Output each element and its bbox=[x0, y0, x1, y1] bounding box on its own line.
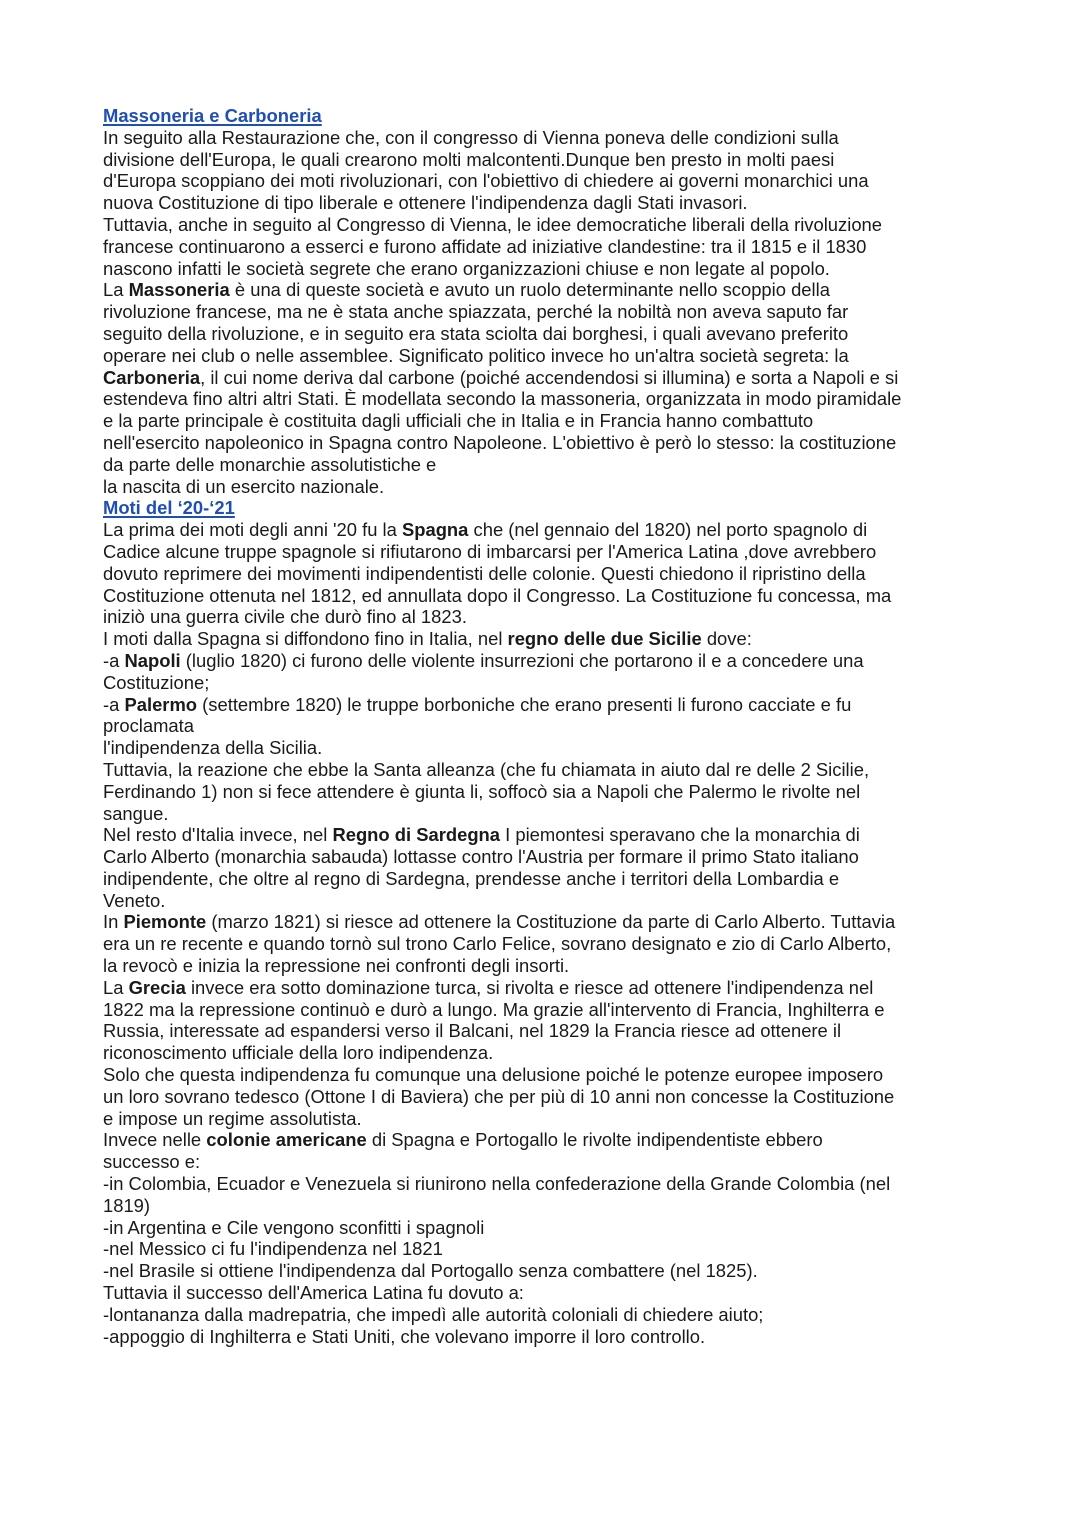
text-run: sangue. bbox=[103, 802, 169, 824]
text-run: nell'esercito napoleonico in Spagna contro Napoleone. L'obiettivo è però lo stesso: la costituzione bbox=[103, 431, 897, 453]
text-run: d'Europa scoppiano dei moti rivoluzionari, con l'obiettivo di chiedere ai governi monarchici una bbox=[103, 170, 869, 192]
text-run: divisione dell'Europa, le quali crearono molti malcontenti.Dunque ben presto in molti paesi bbox=[103, 148, 835, 170]
text-line bbox=[103, 868, 983, 890]
text-run: nuova Costituzione di tipo liberale e ottenere l'indipendenza dagli Stati invasori. bbox=[103, 192, 748, 214]
text-run: Nel resto d'Italia invece, nel bbox=[103, 824, 333, 846]
text-run: nascono infatti le società segrete che erano organizzazioni chiuse e non legate al popolo. bbox=[103, 257, 830, 279]
text-run: In bbox=[103, 911, 124, 933]
text-run: era un re recente e quando tornò sul trono Carlo Felice, sovrano designato e zio di Carlo Alberto, bbox=[103, 933, 892, 955]
text-line bbox=[103, 388, 983, 410]
text-run: -a bbox=[103, 649, 125, 671]
text-run: che (nel gennaio del 1820) nel porto spagnolo di bbox=[468, 519, 868, 541]
text-run: riconoscimento ufficiale della loro indipendenza. bbox=[103, 1042, 494, 1064]
text-run: di Spagna e Portogallo le rivolte indipendentiste ebbero bbox=[366, 1129, 823, 1151]
text-line bbox=[103, 279, 983, 301]
text-line bbox=[103, 672, 983, 694]
bold-term: Palermo bbox=[124, 693, 198, 715]
text-run: invece era sotto dominazione turca, si rivolta e riesce ad ottenere l'indipendenza nel bbox=[185, 976, 874, 998]
text-run: -lontananza dalla madrepatria, che impedì alle autorità coloniali di chiedere aiuto; bbox=[103, 1303, 764, 1325]
text-line bbox=[103, 127, 983, 149]
text-run: dove: bbox=[701, 628, 752, 650]
text-line bbox=[103, 345, 983, 367]
text-line bbox=[103, 410, 983, 432]
text-line bbox=[103, 781, 983, 803]
text-line bbox=[103, 236, 983, 258]
text-run: I moti dalla Spagna si diffondono fino in Italia, nel bbox=[103, 628, 508, 650]
text-line bbox=[103, 476, 983, 498]
text-line bbox=[103, 911, 983, 933]
text-run: Veneto. bbox=[103, 889, 166, 911]
text-line bbox=[103, 301, 983, 323]
bold-term: Spagna bbox=[401, 519, 469, 541]
text-line bbox=[103, 1260, 983, 1282]
text-line bbox=[103, 606, 983, 628]
text-run: I piemontesi speravano che la monarchia di bbox=[500, 824, 860, 846]
text-line bbox=[103, 628, 983, 650]
text-run: La bbox=[103, 279, 129, 301]
text-line bbox=[103, 214, 983, 236]
text-run: dovuto reprimere dei movimenti indipendentisti delle colonie. Questi chiedono il ripristino della bbox=[103, 562, 866, 584]
bold-term: colonie americane bbox=[206, 1129, 367, 1151]
text-run: Cadice alcune truppe spagnole si rifiutarono di imbarcarsi per l'America Latina ,dove avrebbero bbox=[103, 540, 877, 562]
text-run: -nel Messico ci fu l'indipendenza nel 1821 bbox=[103, 1238, 443, 1260]
text-run: -a bbox=[103, 693, 125, 715]
text-line bbox=[103, 824, 983, 846]
text-line bbox=[103, 541, 983, 563]
text-line bbox=[103, 933, 983, 955]
text-line bbox=[103, 1151, 983, 1173]
text-run: Carlo Alberto (monarchia sabauda) lottasse contro l'Austria per formare il primo Stato italiano bbox=[103, 846, 859, 868]
text-line bbox=[103, 323, 983, 345]
text-run: -in Colombia, Ecuador e Venezuela si riunirono nella confederazione della Grande Colombia (nel bbox=[103, 1173, 891, 1195]
text-line bbox=[103, 955, 983, 977]
text-run: Solo che questa indipendenza fu comunque una delusione poiché le potenze europee imposero bbox=[103, 1064, 884, 1086]
text-run: (luglio 1820) ci furono delle violente insurrezioni che portarono il e a concedere una bbox=[180, 649, 864, 671]
text-run: Ferdinando 1) non si fece attendere è giunta li, soffocò sia a Napoli che Palermo le rivolte nel bbox=[103, 780, 861, 802]
text-run: è una di queste società e avuto un ruolo determinante nello scoppio della bbox=[229, 279, 830, 301]
text-run: rivoluzione francese, ma ne è stata anche spiazzata, perché la nobiltà non aveva saputo far bbox=[103, 301, 849, 323]
text-line bbox=[103, 1195, 983, 1217]
text-run: seguito della rivoluzione, e in seguito era stata sciolta dai borghesi, i quali avevano preferito bbox=[103, 322, 849, 344]
text-run: Invece nelle bbox=[103, 1129, 207, 1151]
text-run: (marzo 1821) si riesce ad ottenere la Costituzione da parte di Carlo Alberto. Tuttavia bbox=[206, 911, 896, 933]
text-line bbox=[103, 1238, 983, 1260]
text-line bbox=[103, 367, 983, 389]
text-run: -in Argentina e Cile vengono sconfitti i spagnoli bbox=[103, 1216, 485, 1238]
text-run: la revocò e inizia la repressione nei confronti degli insorti. bbox=[103, 955, 570, 977]
text-line bbox=[103, 737, 983, 759]
bold-term: regno delle due Sicilie bbox=[507, 628, 702, 650]
document-page bbox=[103, 105, 983, 1347]
text-run: 1819) bbox=[103, 1194, 151, 1216]
text-line bbox=[103, 1326, 983, 1348]
section-heading[interactable]: Massoneria e Carboneria bbox=[103, 105, 322, 126]
text-line bbox=[103, 258, 983, 280]
section-massoneria bbox=[103, 105, 983, 497]
text-run: estendeva fino altri altri Stati. È modellata secondo la massoneria, organizzata in modo piramidale bbox=[103, 388, 902, 410]
text-line bbox=[103, 1064, 983, 1086]
text-run: proclamata bbox=[103, 715, 194, 737]
text-line bbox=[103, 585, 983, 607]
text-line bbox=[103, 1217, 983, 1239]
text-line bbox=[103, 715, 983, 737]
text-line bbox=[103, 149, 983, 171]
text-run: e impose un regime assolutista. bbox=[103, 1107, 362, 1129]
text-run: Costituzione ottenuta nel 1812, ed annullata dopo il Congresso. La Costituzione fu concessa, ma bbox=[103, 584, 892, 606]
text-line bbox=[103, 977, 983, 999]
text-line bbox=[103, 999, 983, 1021]
text-run: da parte delle monarchie assolutistiche e bbox=[103, 453, 437, 475]
text-run: (settembre 1820) le truppe borboniche che erano presenti li furono cacciate e fu bbox=[197, 693, 852, 715]
text-line bbox=[103, 890, 983, 912]
bold-term: Piemonte bbox=[123, 911, 207, 933]
text-run: Tuttavia, la reazione che ebbe la Santa alleanza (che fu chiamata in aiuto dal re delle 2 Sicilie, bbox=[103, 758, 870, 780]
text-run: -nel Brasile si ottiene l'indipendenza dal Portogallo senza combattere (nel 1825). bbox=[103, 1260, 758, 1282]
text-run: -appoggio di Inghilterra e Stati Uniti, che volevano imporre il loro controllo. bbox=[103, 1325, 706, 1347]
bold-term: Regno di Sardegna bbox=[332, 824, 501, 846]
section-body bbox=[103, 127, 983, 498]
text-run: , il cui nome deriva dal carbone (poiché accendendosi si illumina) e sorta a Napoli e si bbox=[200, 366, 899, 388]
text-line bbox=[103, 1173, 983, 1195]
text-run: In seguito alla Restaurazione che, con il congresso di Vienna poneva delle condizioni sulla bbox=[103, 126, 839, 148]
text-line bbox=[103, 563, 983, 585]
section-heading[interactable]: Moti del ‘20-‘21 bbox=[103, 497, 235, 519]
text-line bbox=[103, 1129, 983, 1151]
text-run: Costituzione; bbox=[103, 671, 210, 693]
text-line bbox=[103, 454, 983, 476]
bold-term: Carboneria bbox=[103, 366, 201, 388]
text-line bbox=[103, 694, 983, 716]
bold-term: Napoli bbox=[124, 649, 181, 671]
section-body bbox=[103, 519, 983, 1347]
text-run: un loro sovrano tedesco (Ottone I di Baviera) che per più di 10 anni non concesse la Costituzione bbox=[103, 1085, 895, 1107]
text-run: iniziò una guerra civile che durò fino al 1823. bbox=[103, 606, 467, 628]
text-line bbox=[103, 170, 983, 192]
text-run: successo e: bbox=[103, 1151, 201, 1173]
text-run: La bbox=[103, 976, 129, 998]
text-line bbox=[103, 192, 983, 214]
text-line bbox=[103, 803, 983, 825]
text-run: La prima dei moti degli anni '20 fu la bbox=[103, 519, 402, 541]
bold-term: Massoneria bbox=[128, 279, 230, 301]
text-line bbox=[103, 1086, 983, 1108]
text-line bbox=[103, 1020, 983, 1042]
text-line bbox=[103, 1304, 983, 1326]
bold-term: Grecia bbox=[128, 976, 186, 998]
text-run: operare nei club o nelle assemblee. Significato politico invece ho un'altra società segreta: la bbox=[103, 344, 849, 366]
text-run: 1822 ma la repressione continuò e durò a lungo. Ma grazie all'intervento di Francia, Inghilterra e bbox=[103, 998, 885, 1020]
text-run: Tuttavia, anche in seguito al Congresso di Vienna, le idee democratiche liberali della rivoluzione bbox=[103, 213, 882, 235]
text-run: francese continuarono a esserci e furono affidate ad iniziative clandestine: tra il 1815 e il 1830 bbox=[103, 235, 867, 257]
text-run: Russia, interessate ad espandersi verso il Balcani, nel 1829 la Francia riesce ad ottenere il bbox=[103, 1020, 842, 1042]
text-line bbox=[103, 1042, 983, 1064]
text-line bbox=[103, 432, 983, 454]
text-line bbox=[103, 1108, 983, 1130]
text-run: indipendente, che oltre al regno di Sardegna, prendesse anche i territori della Lombardia e bbox=[103, 867, 840, 889]
text-run: Tuttavia il successo dell'America Latina fu dovuto a: bbox=[103, 1282, 524, 1304]
section-moti bbox=[103, 497, 983, 1347]
text-line bbox=[103, 846, 983, 868]
text-line bbox=[103, 759, 983, 781]
text-run: la nascita di un esercito nazionale. bbox=[103, 475, 385, 497]
text-run: l'indipendenza della Sicilia. bbox=[103, 737, 323, 759]
text-line bbox=[103, 1282, 983, 1304]
text-line bbox=[103, 650, 983, 672]
text-run: e la parte principale è costituita dagli ufficiali che in Italia e in Francia hanno combattuto bbox=[103, 410, 814, 432]
text-line bbox=[103, 519, 983, 541]
